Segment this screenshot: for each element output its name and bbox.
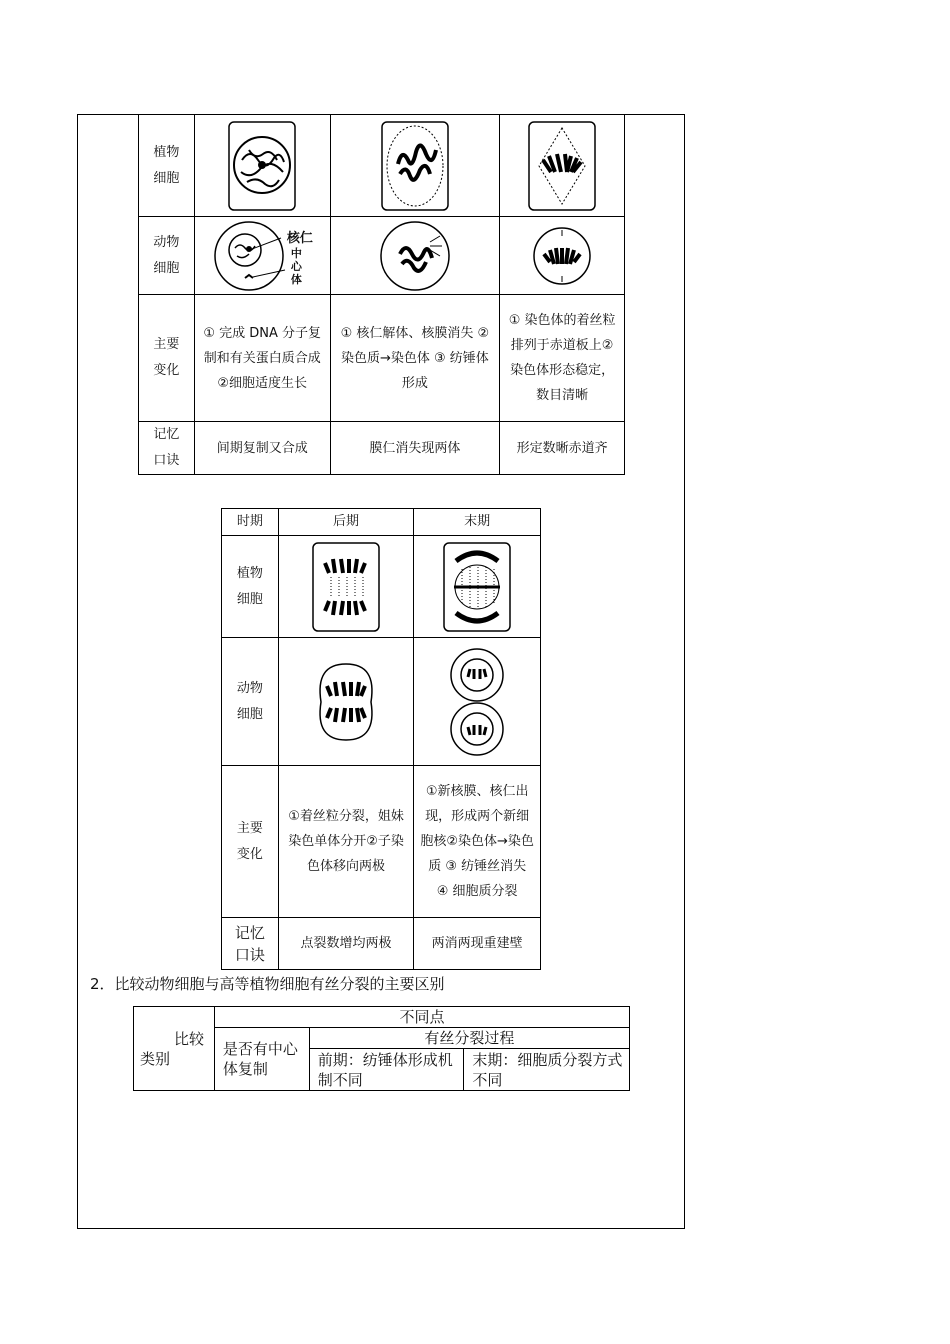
animal-interphase-image (194, 217, 330, 295)
metaphase-mnemonic: 形定数晰赤道齐 (500, 422, 625, 475)
comparison-category: 比较 类别 (134, 1007, 215, 1091)
difference-header: 不同点 (214, 1007, 629, 1028)
header-anaphase: 后期 (278, 509, 414, 536)
prophase-mnemonic: 膜仁消失现两体 (330, 422, 500, 475)
mitosis-table-early (138, 114, 625, 475)
row-label-animal: 动物 细胞 (222, 638, 279, 766)
row-label-plant: 植物 细胞 (139, 115, 195, 217)
row-label-mnemonic: 记忆 口诀 (222, 918, 279, 970)
header-period: 时期 (222, 509, 279, 536)
animal-anaphase-image (278, 638, 414, 766)
plant-interphase-image (194, 115, 330, 217)
plant-metaphase-image (500, 115, 625, 217)
header-telophase: 末期 (414, 509, 541, 536)
mitosis-table-late (221, 508, 541, 970)
comparison-table (133, 1006, 630, 1091)
plant-telophase-image (414, 536, 541, 638)
telophase-difference: 末期：细胞质分裂方式不同 (464, 1049, 630, 1091)
row-label-animal: 动物 细胞 (139, 217, 195, 295)
plant-anaphase-image (278, 536, 414, 638)
interphase-mnemonic: 间期复制又合成 (194, 422, 330, 475)
plant-prophase-image (330, 115, 500, 217)
telophase-mnemonic: 两消两现重建壁 (414, 918, 541, 970)
row-label-plant: 植物 细胞 (222, 536, 279, 638)
anaphase-mnemonic: 点裂数增均两极 (278, 918, 414, 970)
row-label-mnemonic: 记忆 口诀 (139, 422, 195, 475)
prophase-difference: 前期：纺锤体形成机制不同 (309, 1049, 464, 1091)
metaphase-change: ① 染色体的着丝粒排列于赤道板上②染色体形态稳定，数目清晰 (500, 295, 625, 422)
mitosis-process-header: 有丝分裂过程 (309, 1028, 629, 1049)
animal-telophase-image (414, 638, 541, 766)
centriole-replication: 是否有中心体复制 (214, 1028, 309, 1091)
animal-prophase-image (330, 217, 500, 295)
nucleolus-annotation: 核仁 (286, 231, 313, 246)
row-label-main-change: 主要 变化 (222, 766, 279, 918)
section-2-heading: 2．比较动物细胞与高等植物细胞有丝分裂的主要区别 (90, 975, 445, 993)
telophase-change: ①新核膜、核仁出现，形成两个新细胞核②染色体→染色质 ③ 纺锤丝消失 ④ 细胞质分裂 (414, 766, 541, 918)
row-label-main-change: 主要 变化 (139, 295, 195, 422)
interphase-change: ① 完成 DNA 分子复制和有关蛋白质合成②细胞适度生长 (194, 295, 330, 422)
prophase-change: ① 核仁解体、核膜消失 ②染色质→染色体 ③ 纺锤体形成 (330, 295, 500, 422)
animal-metaphase-image (500, 217, 625, 295)
centrosome-annotation: 中 心 体 (290, 247, 302, 286)
anaphase-change: ①着丝粒分裂，姐妹染色单体分开②子染色体移向两极 (278, 766, 414, 918)
